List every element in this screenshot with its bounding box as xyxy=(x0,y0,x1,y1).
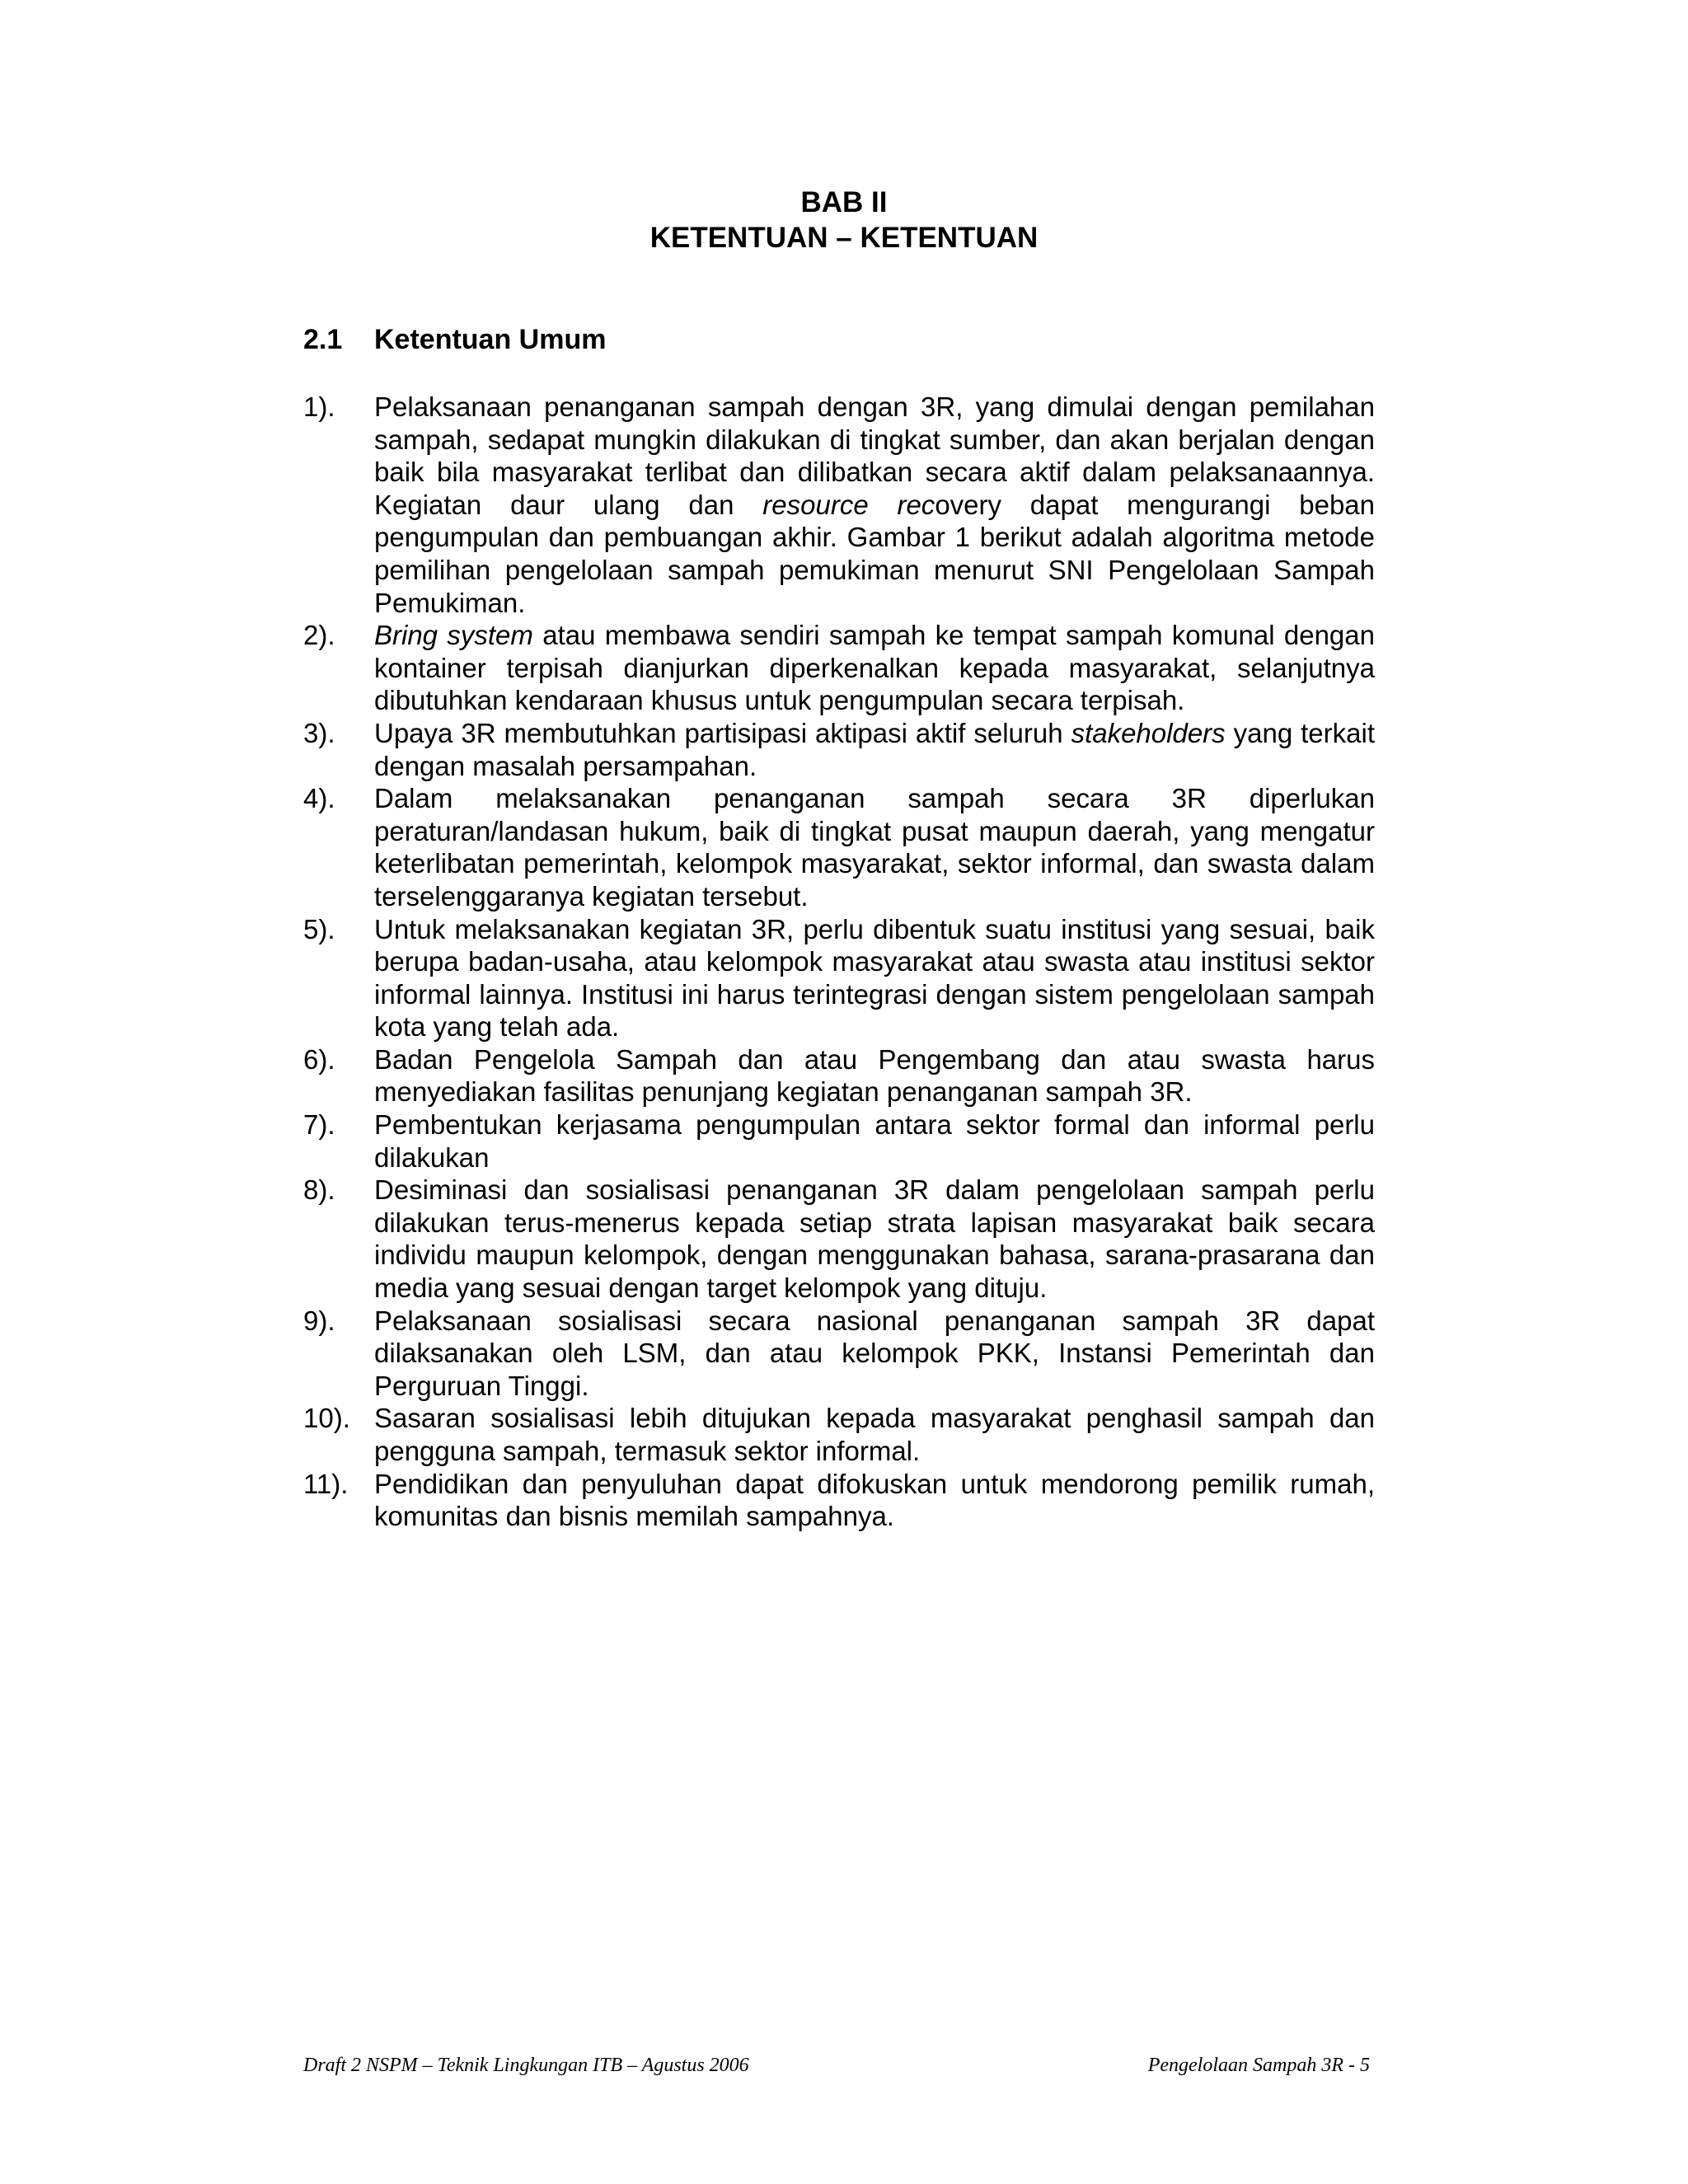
list-item-number: 9). xyxy=(303,1305,335,1336)
text-run: Pembentukan kerjasama pengumpulan antara sektor formal dan informal perlu dilakukan xyxy=(374,1109,1375,1173)
list-item-number: 2). xyxy=(303,620,335,651)
section-number: 2.1 xyxy=(303,324,343,355)
list-item xyxy=(303,1043,1375,1108)
text-run xyxy=(869,490,898,520)
list-item xyxy=(303,1468,1375,1533)
chapter-title: KETENTUAN – KETENTUAN xyxy=(649,222,1039,254)
list-item xyxy=(303,1305,1375,1403)
list-item xyxy=(303,782,1375,912)
text-run: Sasaran sosialisasi lebih ditujukan kepada masyarakat penghasil sampah dan pengguna sampah, termasuk sektor informal. xyxy=(374,1403,1375,1466)
text-run: yang terkait dengan masalah persampahan. xyxy=(374,717,1375,781)
list-item-number: 3). xyxy=(303,717,335,748)
list-item xyxy=(303,391,1375,619)
list-item-text xyxy=(374,1043,1375,1108)
list-item xyxy=(303,913,1375,1043)
section-title: Ketentuan Umum xyxy=(374,324,607,355)
section-heading xyxy=(303,322,606,357)
list-item xyxy=(303,619,1375,717)
list-item-text xyxy=(374,619,1375,717)
footer-page-label: Pengelolaan Sampah 3R - 5 xyxy=(1147,2055,1370,2076)
text-run: Pendidikan dan penyuluhan dapat difokuskan untuk mendorong pemilik rumah, komunitas dan bisnis memilah sampahnya. xyxy=(374,1468,1375,1532)
text-run: atau membawa sendiri sampah ke tempat sampah komunal dengan kontainer terpisah dianjurkan diperkenalkan kepada masyarakat, selanjutnya dibutuhkan kendaraan khusus untuk pengumpulan secara terpisah. xyxy=(374,620,1375,716)
list-item-text xyxy=(374,1174,1375,1304)
list-item-number: 6). xyxy=(303,1043,335,1075)
text-run: Pelaksanaan sosialisasi secara nasional penanganan sampah 3R dapat dilaksanakan oleh LSM, dan atau kelompok PKK, Instansi Pemerintah dan Perguruan Tinggi. xyxy=(374,1305,1375,1401)
italic-term: rec xyxy=(897,489,935,520)
list-item-number: 5). xyxy=(303,913,335,944)
list-item-number: 8). xyxy=(303,1174,335,1206)
text-run: Pelaksanaan penanganan sampah dengan 3R, yang dimulai dengan pemilahan sampah, sedapat mungkin dilakukan di tingkat sumber, dan akan berjalan dengan baik bila masyarakat terlibat dan dilibatkan secara aktif dalam pelaksanaannya. Kegiatan daur ulang dan xyxy=(374,391,1375,520)
list-item xyxy=(303,1402,1375,1467)
list-item-text xyxy=(374,391,1375,619)
text-run: Dalam melaksanakan penanganan sampah secara 3R diperlukan peraturan/landasan hukum, baik di tingkat pusat maupun daerah, yang mengatur keterlibatan pemerintah, kelompok masyarakat, sektor informal, dan swasta dalam terselenggaranya kegiatan tersebut. xyxy=(374,783,1375,912)
list-item xyxy=(303,1174,1375,1304)
list-item xyxy=(303,717,1375,782)
list-item xyxy=(303,1108,1375,1174)
chapter-number: BAB II xyxy=(800,186,888,218)
italic-term: resource xyxy=(762,489,869,520)
list-item-text xyxy=(374,1108,1375,1174)
text-run: Badan Pengelola Sampah dan atau Pengembang dan atau swasta harus menyediakan fasilitas penunjang kegiatan penanganan sampah 3R. xyxy=(374,1043,1375,1108)
list-item-text xyxy=(374,717,1375,782)
italic-term: Bring system xyxy=(374,620,533,651)
text-run: Untuk melaksanakan kegiatan 3R, perlu dibentuk suatu institusi yang sesuai, baik berupa badan-usaha, atau kelompok masyarakat atau swasta atau institusi sektor informal lainnya. Institusi ini harus terintegrasi dengan sistem pengelolaan sampah kota yang telah ada. xyxy=(374,913,1375,1043)
footer-left: Draft 2 NSPM – Teknik Lingkungan ITB – Agustus 2006 xyxy=(303,2055,749,2076)
list-item-text xyxy=(374,1402,1375,1467)
text-run: Upaya 3R membutuhkan partisipasi aktipasi aktif seluruh xyxy=(374,717,1071,748)
list-item-text xyxy=(374,913,1375,1043)
text-run: Desiminasi dan sosialisasi penanganan 3R dalam pengelolaan sampah perlu dilakukan terus-menerus kepada setiap strata lapisan masyarakat baik secara individu maupun kelompok, dengan menggunakan bahasa, sarana-prasarana dan media yang sesuai dengan target kelompok yang dituju. xyxy=(374,1174,1375,1304)
italic-term: stakeholders xyxy=(1071,717,1226,748)
list-item-text xyxy=(374,1305,1375,1403)
list-item-number: 10). xyxy=(303,1403,350,1434)
list-item-number: 11). xyxy=(303,1468,349,1499)
provisions-list xyxy=(303,391,1375,1533)
list-item-text xyxy=(374,782,1375,912)
list-item-text xyxy=(374,1468,1375,1533)
list-item-number: 1). xyxy=(303,391,335,422)
list-item-number: 4). xyxy=(303,783,335,814)
list-item-number: 7). xyxy=(303,1109,335,1141)
text-run: overy dapat mengurangi beban pengumpulan dan pembuangan akhir. Gambar 1 berikut adalah algoritma metode pemilihan pengelolaan sampah pemukiman menurut SNI Pengelolaan Sampah Pemukiman. xyxy=(374,489,1375,618)
